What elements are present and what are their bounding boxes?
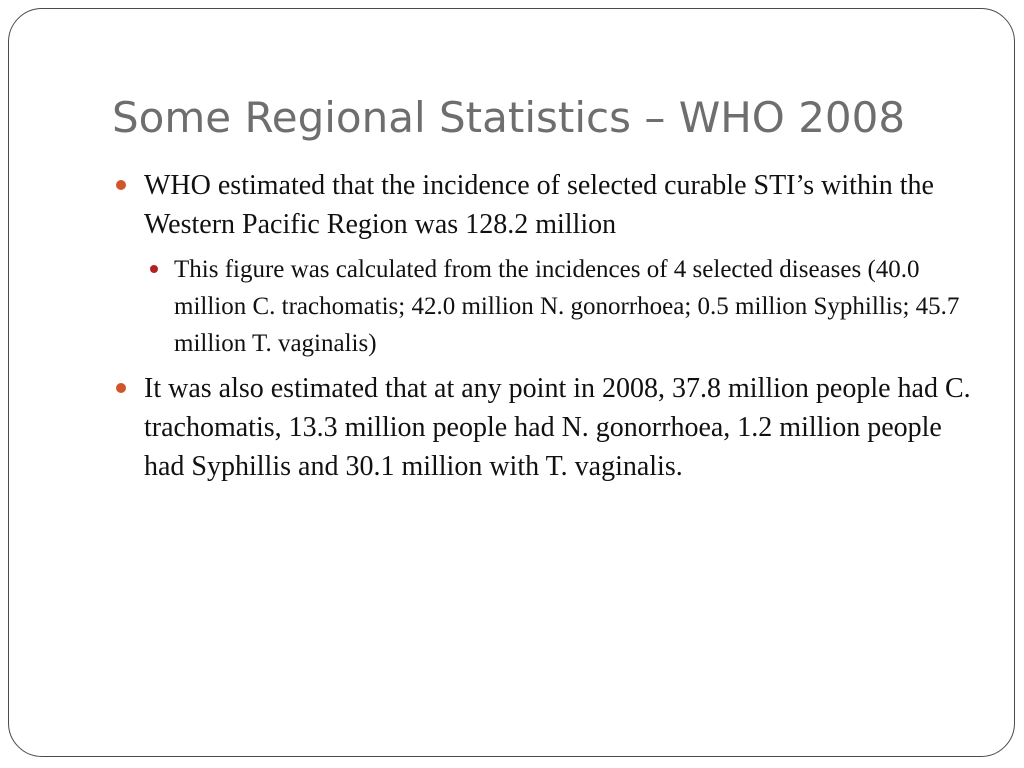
sub-bullet-item-1 <box>112 251 972 362</box>
bullet-text-1: WHO estimated that the incidence of selected curable STI’s within the Western Pacific Region was 128.2 million <box>144 170 934 240</box>
bullet-item-2 <box>112 369 972 486</box>
slide-title: Some Regional Statistics – WHO 2008 <box>112 93 906 142</box>
sub-bullet-dot-icon <box>150 265 158 273</box>
bullet-dot-icon <box>116 383 126 393</box>
bullet-text-2: It was also estimated that at any point in 2008, 37.8 million people had C. trachomatis, 13.3 million people had N. gonorrhoea, 1.2 million people had Syphillis and 30.1 million with T. vaginalis. <box>144 373 971 482</box>
sub-bullet-text-1: This figure was calculated from the incidences of 4 selected diseases (40.0 million C. trachomatis; 42.0 million N. gonorrhoea; 0.5 million Syphillis; 45.7 million T. vaginalis) <box>174 256 960 357</box>
bullet-item-1 <box>112 166 972 244</box>
slide-body <box>112 166 972 486</box>
bullet-dot-icon <box>116 180 126 190</box>
